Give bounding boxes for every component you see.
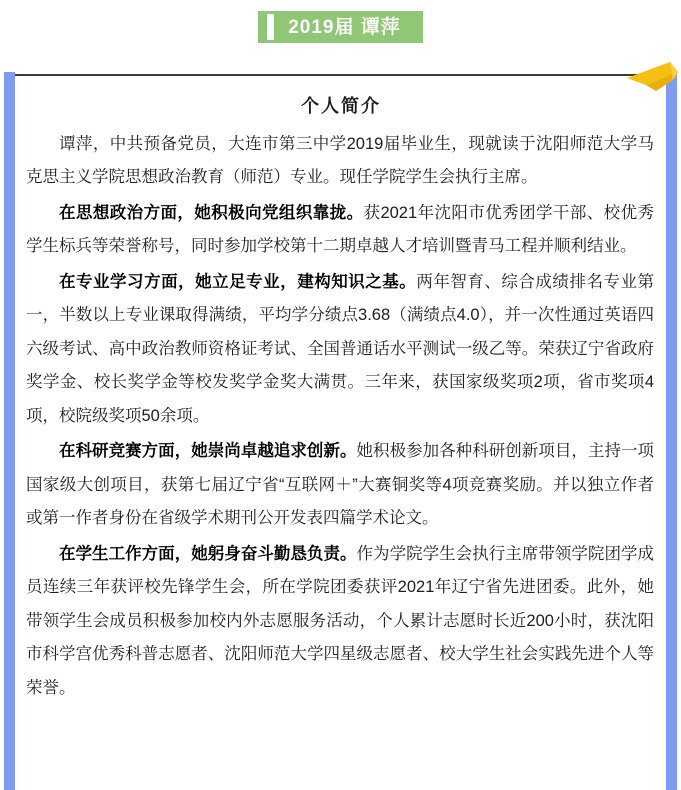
paragraph-body: 获2021年沈阳市优秀团学干部、校优秀学生标兵等荣誉称号，同时参加学校第十二期卓越人才培训暨青马工程并顺利结业。 <box>26 203 655 256</box>
profile-document <box>24 76 658 707</box>
left-rail-decoration <box>4 72 15 790</box>
paragraph-body: 谭萍，中共预备党员，大连市第三中学2019届毕业生，现就读于沈阳师范大学马克思主义学院思想政治教育（师范）专业。现任学院学生会执行主席。 <box>26 135 654 187</box>
paragraph <box>24 128 658 195</box>
right-rail-decoration <box>666 72 677 790</box>
paragraph <box>24 266 658 433</box>
content-frame <box>0 72 681 790</box>
paragraph-lead: 在专业学习方面，她立足专业，建构知识之基。 <box>59 272 417 291</box>
paragraph-body: 她积极参加各种科研创新项目，主持一项国家级大创项目，获第七届辽宁省“互联网＋”大赛铜奖等4项竞赛奖励。并以独立作者或第一作者身份在省级学术期刊公开发表四篇学术论文。 <box>26 442 655 528</box>
paragraph <box>24 538 658 705</box>
class-year-badge <box>258 11 423 43</box>
page-title: 个人简介 <box>301 96 381 116</box>
badge-accent-bar <box>267 14 274 40</box>
paragraph-body: 两年智育、综合成绩排名专业第一，半数以上专业课取得满绩，平均学分绩点3.68（满绩点4.0），并一次性通过英语四六级考试、高中政治教师资格证考试、全国普通话水平测试一级乙等。荣获辽宁省政府奖学金、校长奖学金等校发奖学金奖大满贯。三年来，获国家级奖项2项，省市奖项4项，校院级奖项50余项。 <box>26 272 655 425</box>
badge-label: 2019届 谭萍 <box>288 16 401 38</box>
paragraph-lead: 在思想政治方面，她积极向党组织靠拢。 <box>59 203 364 222</box>
paragraph-lead: 在科研竞赛方面，她崇尚卓越追求创新。 <box>59 442 357 461</box>
badge-header <box>0 0 681 72</box>
paragraph <box>24 435 658 535</box>
paragraph-body: 作为学院学生会执行主席带领学院团学成员连续三年获评校先锋学生会，所在学院团委获评2021年辽宁省先进团委。此外，她带领学生会成员积极参加校内外志愿服务活动，个人累计志愿时长近200小时，获沈阳市科学宫优秀科普志愿者、沈阳师范大学四星级志愿者、校大学生社会实践先进个人等荣誉。 <box>26 544 655 697</box>
paragraph-lead: 在学生工作方面，她躬身奋斗勤恳负责。 <box>59 544 357 563</box>
paragraph <box>24 197 658 264</box>
